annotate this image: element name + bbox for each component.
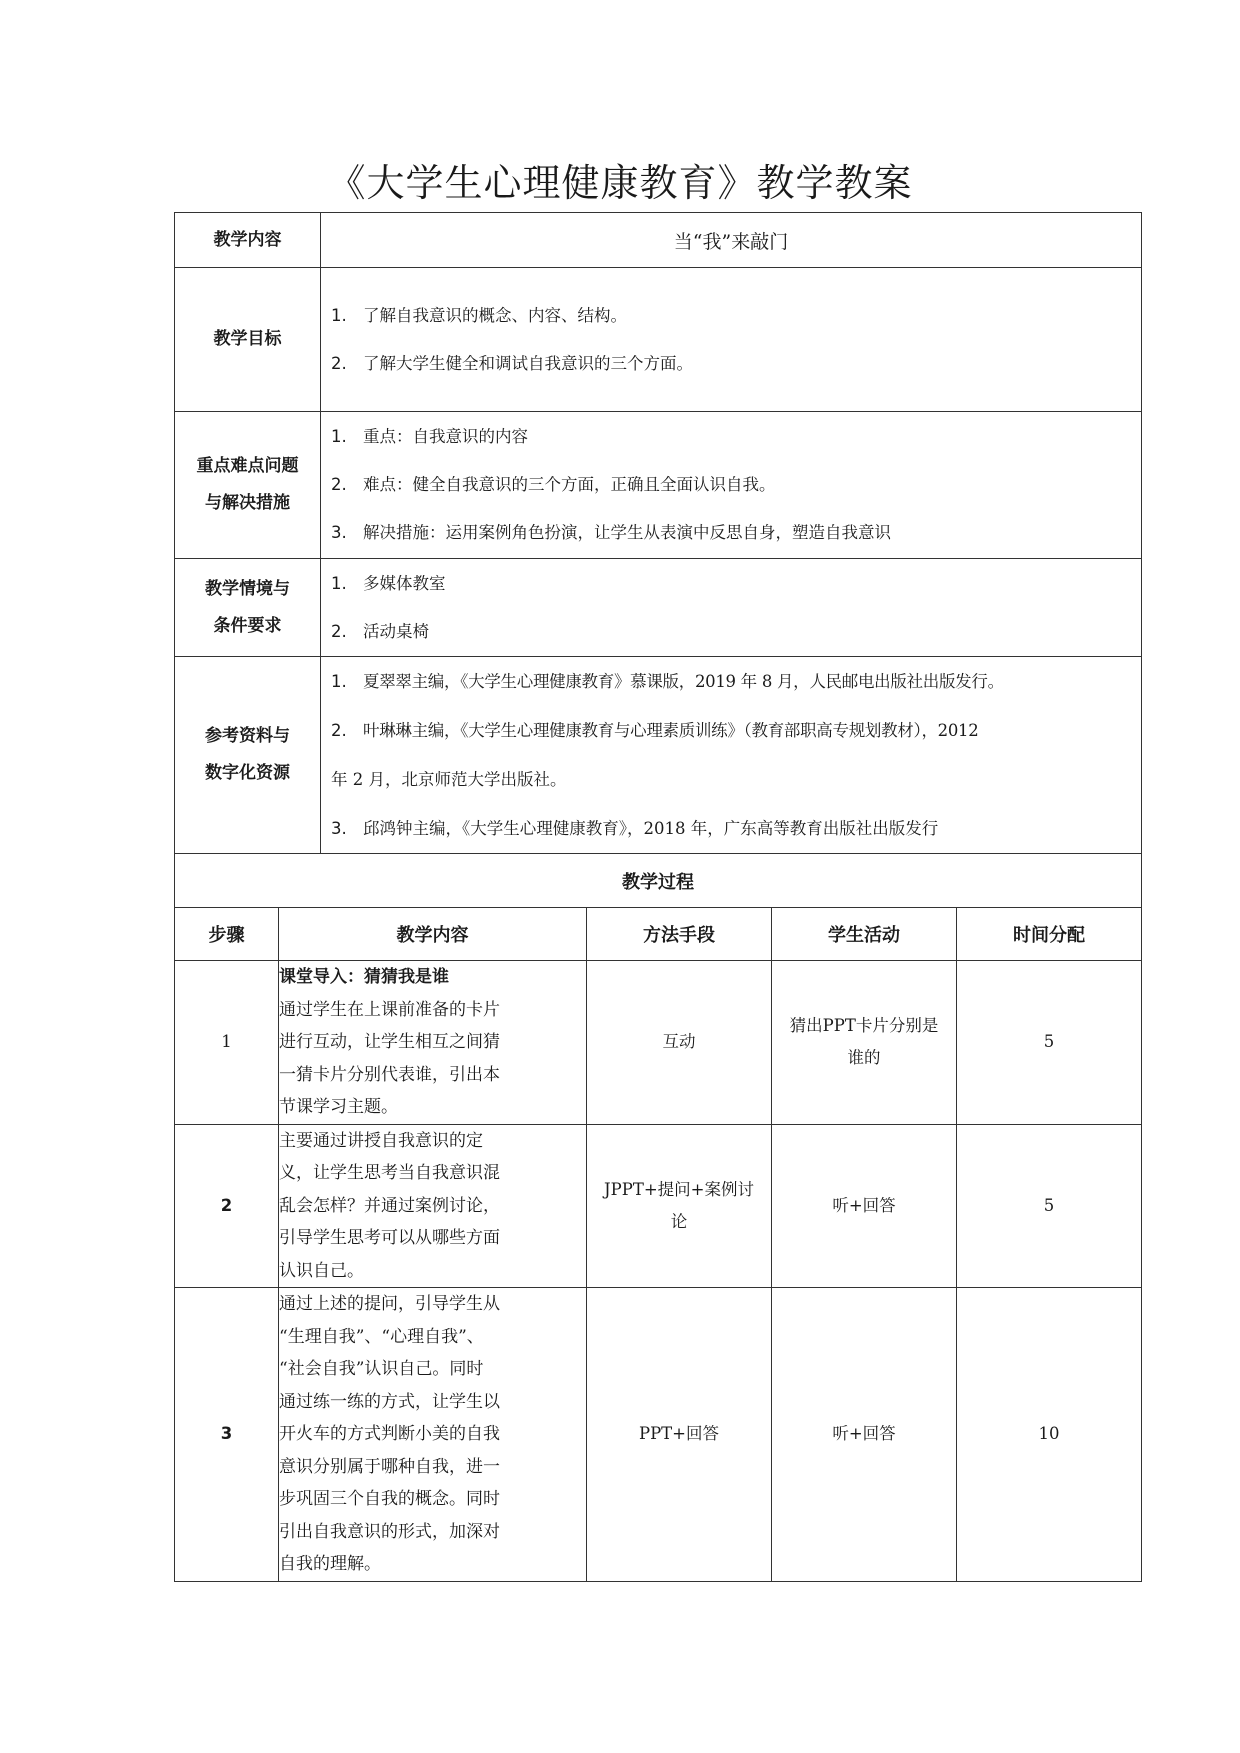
activity-cell: 听+回答 [772, 1124, 957, 1288]
table-row [175, 1288, 1142, 1582]
references-label: 参考资料与 数字化资源 [175, 657, 321, 854]
time-cell: 5 [957, 961, 1142, 1125]
list-item-continued: 年 2 月，北京师范大学出版社。 [331, 770, 567, 789]
content-cell: 主要通过讲授自我意识的定 义，让学生思考当自我意识混 乱会怎样？并通过案例讨论， 引导学生思考可以从哪些方面 认识自己。 [279, 1124, 587, 1288]
table-row [175, 961, 1142, 1125]
list-item: 2. 难点：健全自我意识的三个方面，正确且全面认识自我。 [331, 475, 776, 494]
key-points-label: 重点难点问题 与解决措施 [175, 412, 321, 559]
list-item: 1. 了解自我意识的概念、内容、结构。 [331, 305, 627, 325]
teaching-content-row [175, 213, 1142, 268]
environment-cell [321, 559, 1142, 657]
environment-row [175, 559, 1142, 657]
list-item: 2. 叶琳琳主编，《大学生心理健康教育与心理素质训练》（教育部职高专规划教材），2012 [331, 721, 979, 740]
teaching-content-value: 当“我”来敲门 [321, 213, 1142, 268]
header-content: 教学内容 [279, 908, 587, 961]
references-row [175, 657, 1142, 854]
teaching-goals-row [175, 268, 1142, 412]
step-cell: 1 [175, 961, 279, 1125]
content-cell: 通过上述的提问，引导学生从 “生理自我”、“心理自我”、 “社会自我”认识自己。同时 通过练一练的方式，让学生以 开火车的方式判断小美的自我 意识分别属于哪种自我，进一 步巩固三个自我的概念。同时 引出自我意识的形式，加深对 自我的理解。 [279, 1288, 587, 1582]
list-item: 1. 重点：自我意识的内容 [331, 427, 528, 446]
method-cell: PPT+回答 [587, 1288, 772, 1582]
content-cell: 课堂导入：猜猜我是谁 通过学生在上课前准备的卡片 进行互动，让学生相互之间猜 一猜卡片分别代表谁，引出本 节课学习主题。 [279, 961, 587, 1125]
header-step: 步骤 [175, 908, 279, 961]
references-list [321, 657, 1141, 853]
step-cell: 3 [175, 1288, 279, 1582]
teaching-goals-list [321, 292, 1141, 388]
list-item: 2. 了解大学生健全和调试自我意识的三个方面。 [331, 353, 693, 373]
time-cell: 5 [957, 1124, 1142, 1288]
environment-list [321, 560, 1141, 656]
teaching-content-label: 教学内容 [175, 213, 321, 268]
process-header-row [175, 908, 1142, 961]
list-item: 1. 夏翠翠主编，《大学生心理健康教育》慕课版，2019 年 8 月，人民邮电出版社出版发行。 [331, 672, 1004, 691]
document-title: 《大学生心理健康教育》教学教案 [327, 161, 913, 205]
key-points-row [175, 412, 1142, 559]
process-section-title: 教学过程 [175, 854, 1142, 908]
lesson-plan-table [174, 212, 1142, 1582]
process-section-row [175, 854, 1142, 908]
time-cell: 10 [957, 1288, 1142, 1582]
method-cell: 互动 [587, 961, 772, 1125]
header-activity: 学生活动 [772, 908, 957, 961]
list-item: 1. 多媒体教室 [331, 573, 446, 593]
list-item: 2. 活动桌椅 [331, 621, 429, 641]
activity-cell: 猜出PPT卡片分别是 谁的 [772, 961, 957, 1125]
header-time: 时间分配 [957, 908, 1142, 961]
activity-cell: 听+回答 [772, 1288, 957, 1582]
method-cell: JPPT+提问+案例讨 论 [587, 1124, 772, 1288]
table-row [175, 1124, 1142, 1288]
list-item: 3. 邱鸿钟主编，《大学生心理健康教育》，2018 年，广东高等教育出版社出版发行 [331, 819, 939, 838]
environment-label: 教学情境与 条件要求 [175, 559, 321, 657]
key-points-cell [321, 412, 1142, 559]
teaching-goals-label: 教学目标 [175, 268, 321, 412]
teaching-goals-cell [321, 268, 1142, 412]
step-cell: 2 [175, 1124, 279, 1288]
header-method: 方法手段 [587, 908, 772, 961]
list-item: 3. 解决措施：运用案例角色扮演，让学生从表演中反思自身，塑造自我意识 [331, 523, 891, 542]
references-cell [321, 657, 1142, 854]
key-points-list [321, 413, 1141, 557]
